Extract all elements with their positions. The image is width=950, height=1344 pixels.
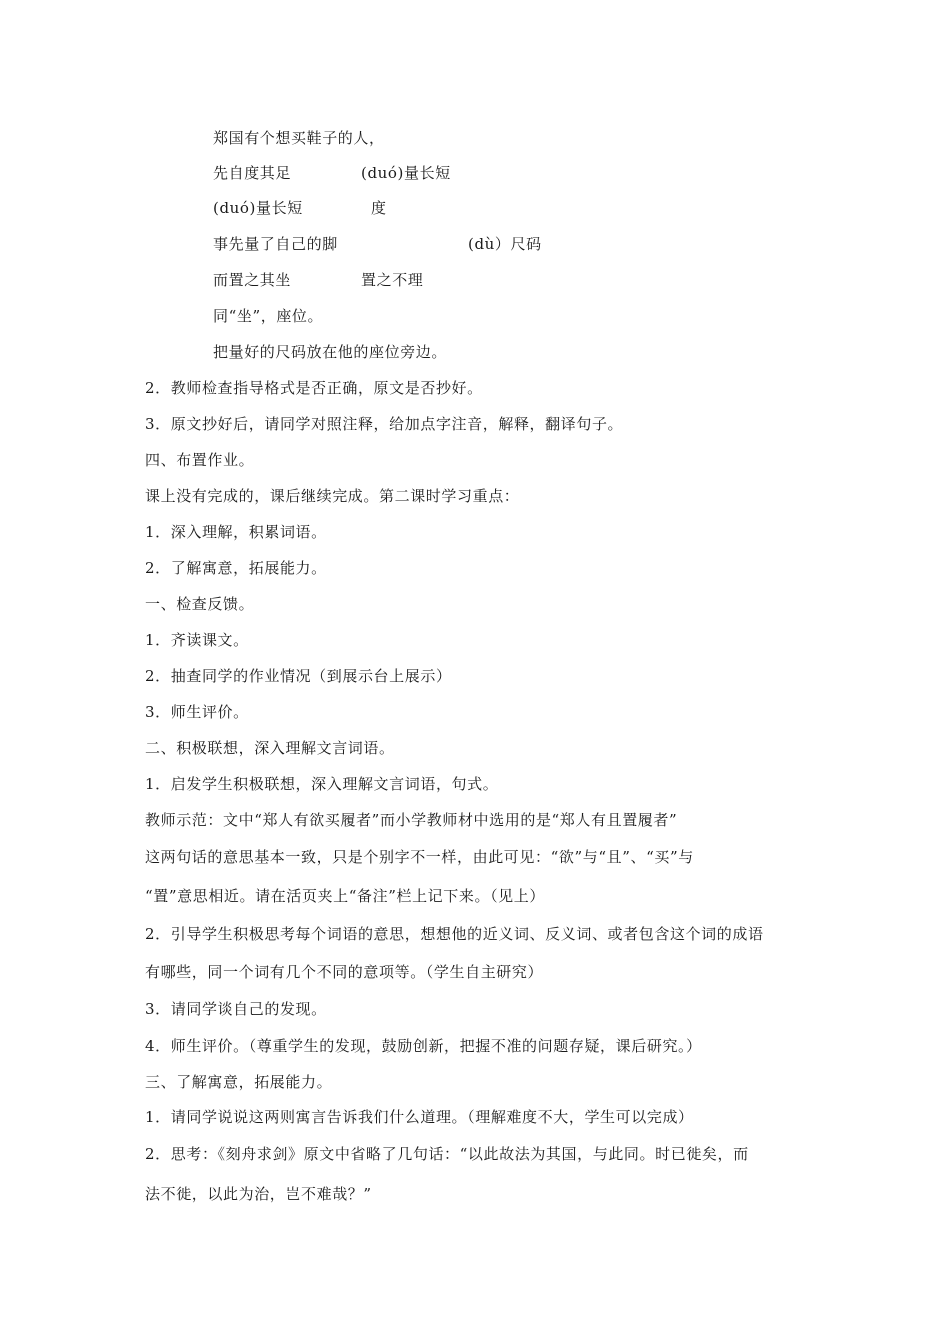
glossary-note: 度 <box>371 199 387 217</box>
body-line: 4．师生评价。（尊重学生的发现，鼓励创新，把握不准的问题存疑，课后研究。） <box>145 1037 702 1055</box>
glossary-original: 事先量了自己的脚 <box>213 235 338 253</box>
glossary-row-1 <box>213 128 385 148</box>
glossary-row-4 <box>213 234 542 254</box>
body-line: 有哪些，同一个词有几个不同的意项等。（学生自主研究） <box>145 963 544 981</box>
body-line: “置”意思相近。请在活页夹上“备注”栏上记下来。（见上） <box>145 887 545 905</box>
body-line: 3．师生评价。 <box>145 703 249 721</box>
body-line: 2．引导学生积极思考每个词语的意思，想想他的近义词、反义词、或者包含这个词的成语 <box>145 925 764 943</box>
glossary-text: 同“坐”，座位。 <box>213 307 324 325</box>
glossary-row-2 <box>213 163 451 183</box>
glossary-note: (duó)量长短 <box>361 164 451 182</box>
glossary-row-7 <box>213 342 447 362</box>
glossary-note: (dù）尺码 <box>468 235 542 253</box>
body-line: 2．思考：《刻舟求剑》原文中省略了几句话：“以此故法为其国，与此同。时已徙矣，而 <box>145 1145 749 1163</box>
glossary-note: 置之不理 <box>361 271 424 289</box>
body-line: 3．原文抄好后，请同学对照注释，给加点字注音，解释，翻译句子。 <box>145 415 624 433</box>
glossary-original: (duó)量长短 <box>213 199 303 217</box>
section-heading: 二、积极联想，深入理解文言词语。 <box>145 739 395 757</box>
section-heading: 一、检查反馈。 <box>145 595 255 613</box>
body-line: 教师示范：文中“郑人有欲买履者”而小学教师材中选用的是“郑人有且置履者” <box>145 811 678 829</box>
glossary-text: 把量好的尺码放在他的座位旁边。 <box>213 343 448 361</box>
body-line: 2．抽查同学的作业情况（到展示台上展示） <box>145 667 452 685</box>
body-line: 2．了解寓意，拓展能力。 <box>145 559 327 577</box>
body-line: 1．启发学生积极联想，深入理解文言词语，句式。 <box>145 775 499 793</box>
glossary-original: 而置之其坐 <box>213 271 292 289</box>
body-line: 1．齐读课文。 <box>145 631 249 649</box>
body-line: 2．教师检查指导格式是否正确，原文是否抄好。 <box>145 379 483 397</box>
section-heading: 三、了解寓意，拓展能力。 <box>145 1073 333 1091</box>
section-heading: 四、布置作业。 <box>145 451 255 469</box>
glossary-row-3 <box>213 198 387 218</box>
body-line: 这两句话的意思基本一致，只是个别字不一样，由此可见：“欲”与“且”、“买”与 <box>145 848 694 866</box>
body-line: 1．深入理解，积累词语。 <box>145 523 327 541</box>
body-line: 3．请同学谈自己的发现。 <box>145 1000 327 1018</box>
glossary-original: 先自度其足 <box>213 164 292 182</box>
body-line: 1．请同学说说这两则寓言告诉我们什么道理。（理解难度不大，学生可以完成） <box>145 1108 694 1126</box>
glossary-row-6 <box>213 306 323 326</box>
glossary-text: 郑国有个想买鞋子的人， <box>213 129 385 147</box>
body-line: 课上没有完成的，课后继续完成。第二课时学习重点： <box>145 487 520 505</box>
glossary-row-5 <box>213 270 424 290</box>
body-line: 法不徙，以此为治，岂不难哉？” <box>145 1185 372 1203</box>
